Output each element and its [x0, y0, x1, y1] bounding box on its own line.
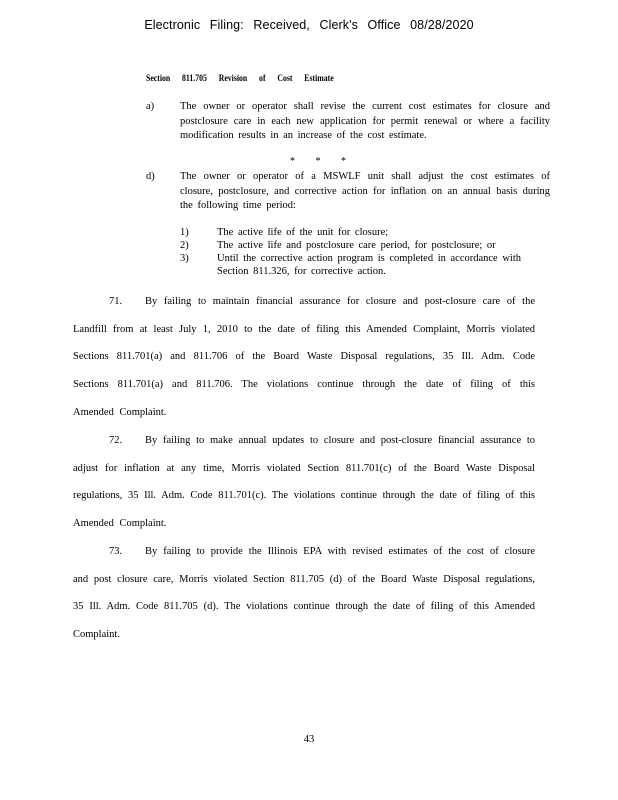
paragraph-number: 73. — [109, 546, 123, 557]
filing-header: Electronic Filing: Received, Clerk's Office 08/28/2020 — [144, 18, 474, 32]
paragraph-number: 72. — [109, 435, 123, 446]
list-item-text: Until the corrective action program is completed in accordance with Section 811.326, for corrective action. — [217, 253, 522, 277]
subsection-label: a) — [146, 101, 155, 112]
list-item-number: 3) — [180, 253, 189, 264]
paragraph-text: By failing to make annual updates to closure and post-closure financial assurance to adjust for inflation at any time, Morris violated Section 811.701(c) of the Board Waste Disposal regulations, 35 Ill. Adm. Code 811.701(c). The violations continue through the date of filing of this Amended Complaint. — [73, 435, 535, 530]
list-item-number: 1) — [180, 227, 189, 238]
paragraph-text: By failing to maintain financial assurance for closure and post-closure care of the Landfill from at least July 1, 2010 to the date of filing this Amended Complaint, Morris violated Sections 811.701(a) and 811.706 of the Board Waste Disposal regulations, 35 Ill. Adm. Code Sections 811.701(a) and 811.706. The violations continue through the date of filing of this Amended Complaint. — [73, 296, 535, 418]
paragraph-73 — [73, 538, 535, 649]
section-heading: Section 811.705 Revision of Cost Estimate — [146, 74, 334, 84]
list-item-text: The active life of the unit for closure; — [217, 227, 389, 238]
omission-stars: * * * — [290, 156, 346, 167]
page-number: 43 — [303, 734, 315, 745]
paragraph-71 — [73, 288, 535, 427]
paragraph-72 — [73, 427, 535, 538]
subsection-text: The owner or operator shall revise the current cost estimates for closure and postclosure care in each new application for permit renewal or where a facility modification results in an increase of the cost estimate. — [180, 101, 550, 141]
paragraph-number: 71. — [109, 296, 123, 307]
list-item-text: The active life and postclosure care period, for postclosure; or — [217, 240, 496, 251]
subsection-text: The owner or operator of a MSWLF unit shall adjust the cost estimates of closure, postclosure, and corrective action for inflation on an annual basis during the following time period: — [180, 171, 550, 211]
subsection-label: d) — [146, 171, 155, 182]
paragraph-text: By failing to provide the Illinois EPA with revised estimates of the cost of closure and post closure care, Morris violated Section 811.705 (d) of the Board Waste Disposal regulations, 35 Ill. Adm. Code 811.705 (d). The violations continue through the date of filing of this Amended Complaint. — [73, 546, 535, 641]
list-item-number: 2) — [180, 240, 189, 251]
